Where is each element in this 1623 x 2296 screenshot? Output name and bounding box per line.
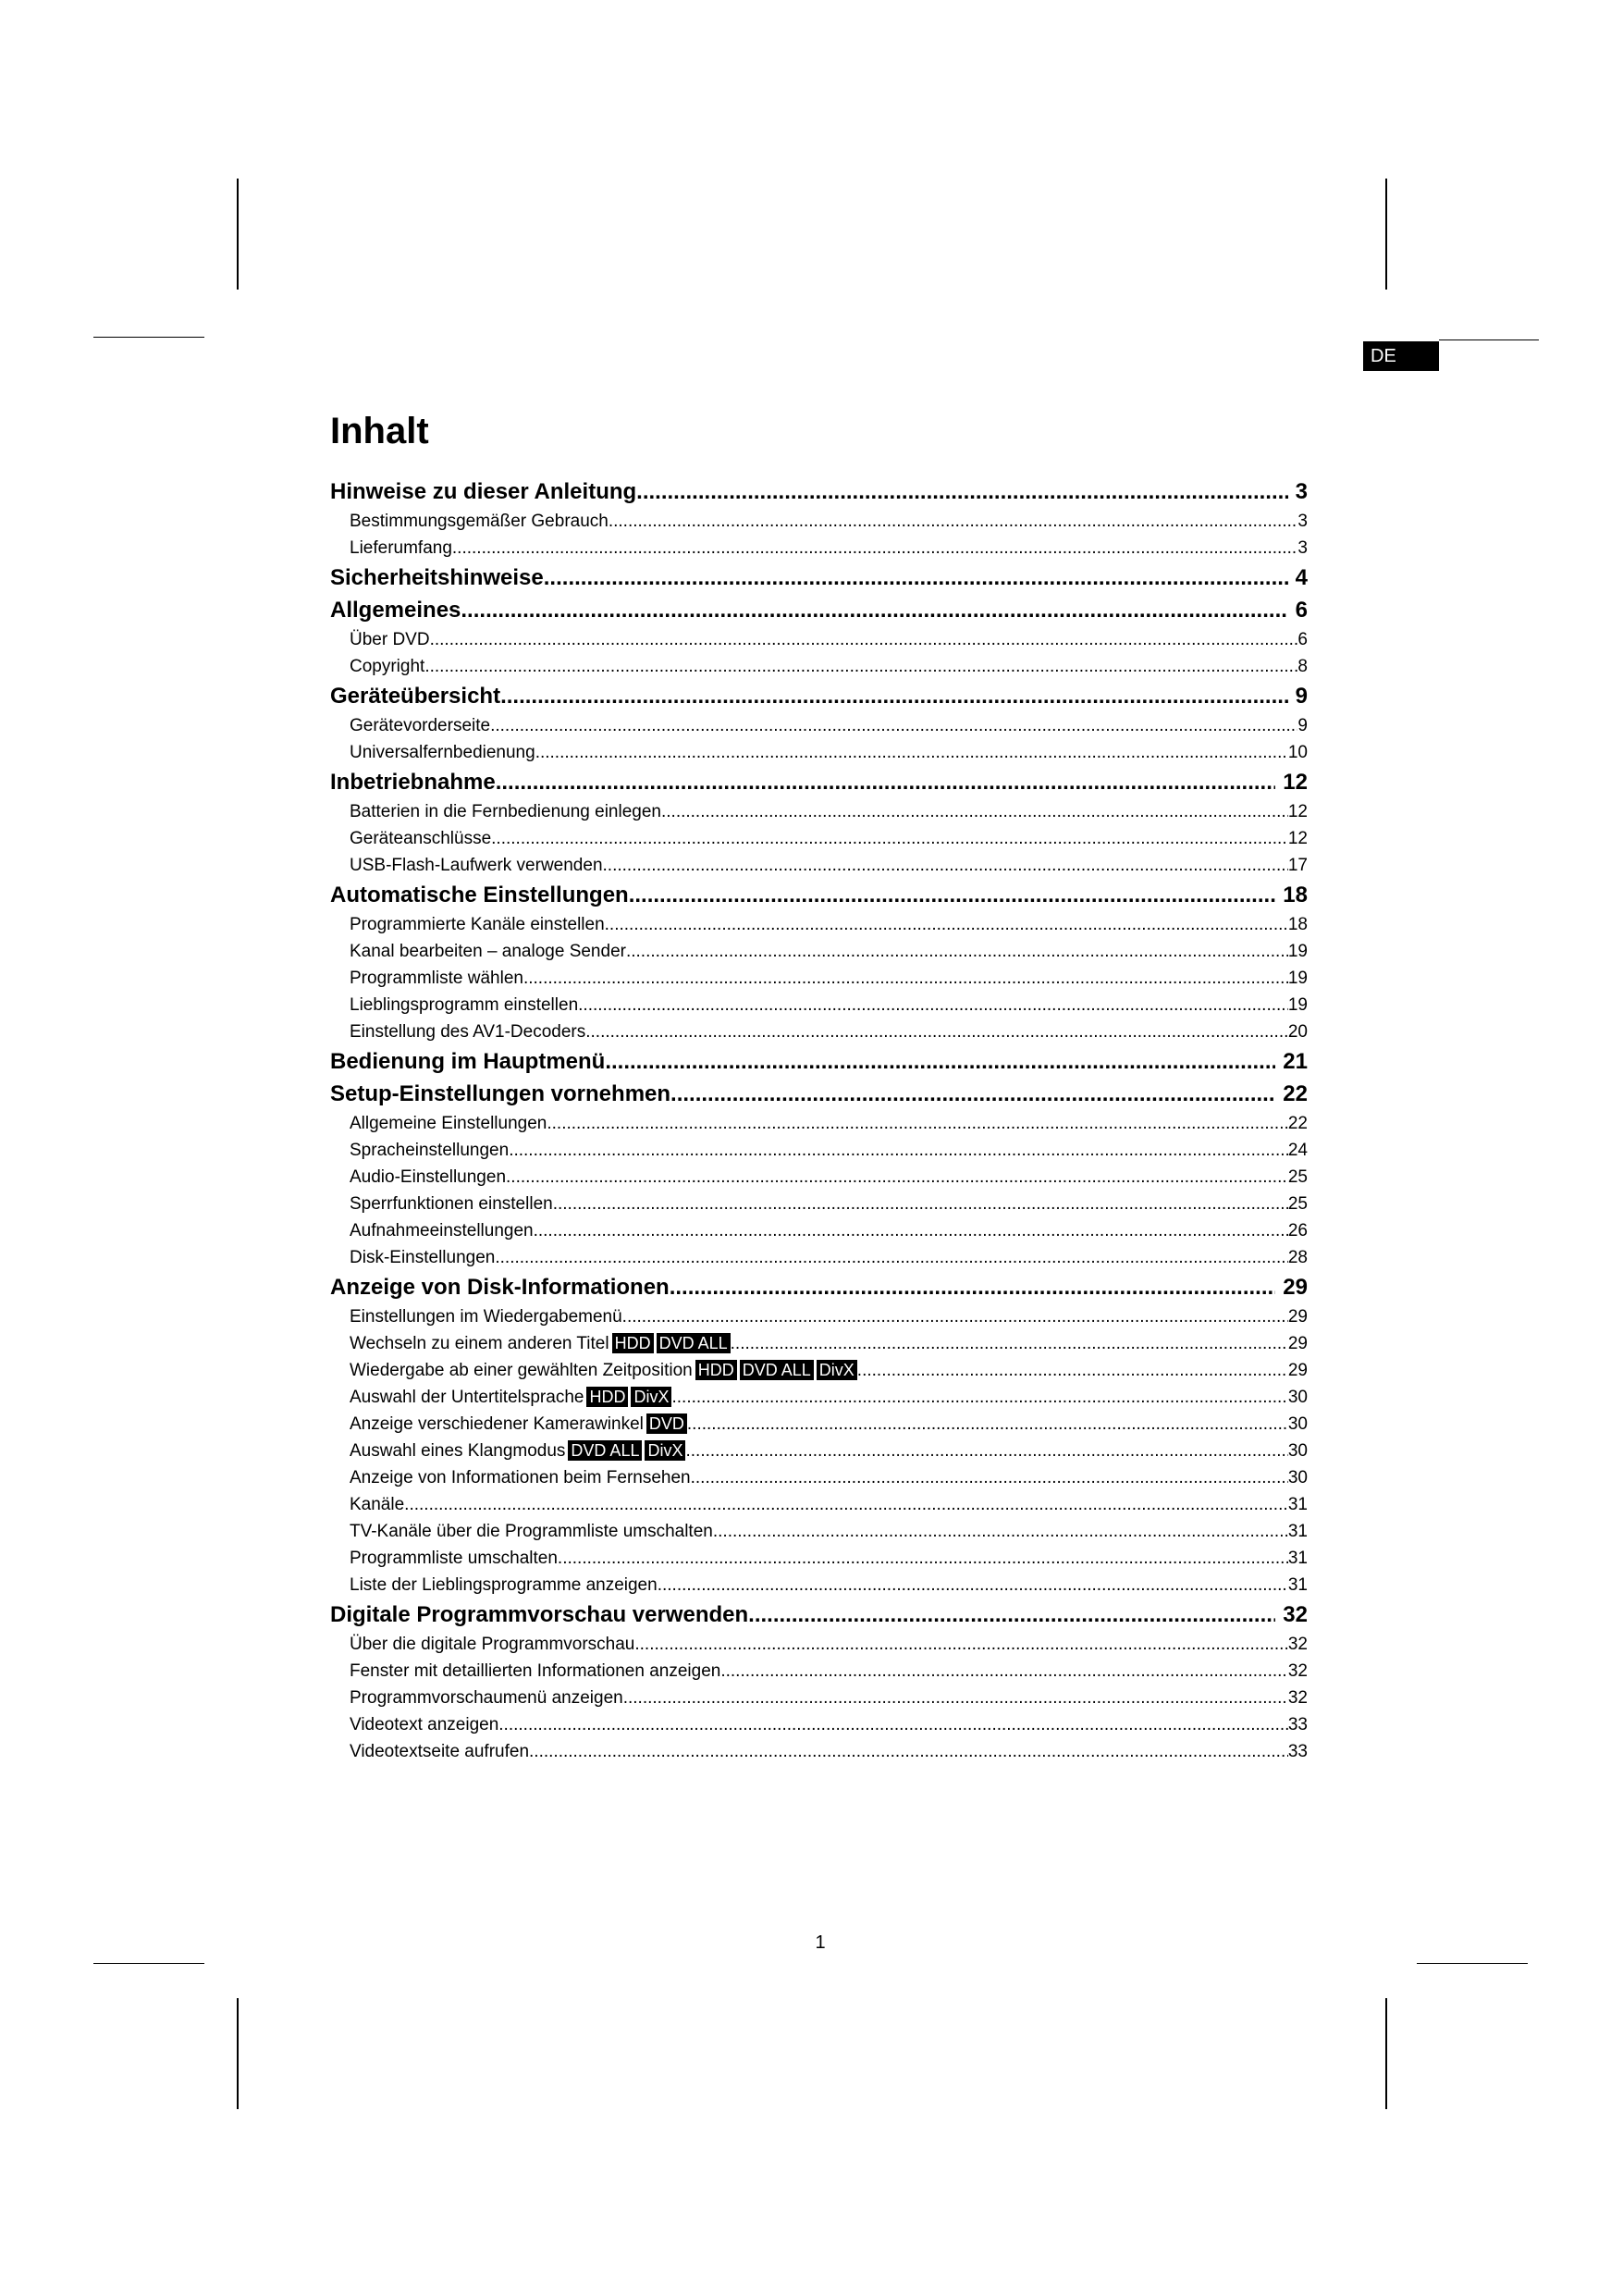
toc-chapter-entry[interactable] [330,766,1308,798]
toc-entry-title: Videotextseite aufrufen [350,1742,530,1761]
toc-entry-title: Allgemeine Einstellungen [350,1114,547,1133]
toc-section-entry[interactable] [330,1658,1308,1685]
toc-entry-title: Spracheinstellungen [350,1141,510,1160]
toc-entry-title: Audio-Einstellungen [350,1167,507,1187]
toc-dot-leader [500,680,1288,712]
toc-section-entry[interactable] [330,1164,1308,1191]
toc-entry-title: Liste der Lieblingsprogramme anzeigen [350,1575,658,1595]
toc-dot-leader [857,1357,1288,1384]
toc-section-entry[interactable] [330,1137,1308,1164]
toc-dot-leader [534,1217,1288,1244]
toc-entry-title: Auswahl der Untertitelsprache [350,1388,584,1407]
toc-dot-leader [529,1738,1288,1765]
format-badge: DVD [646,1413,687,1434]
toc-chapter-entry[interactable] [330,1599,1308,1631]
toc-dot-leader [558,1545,1288,1572]
toc-entry-title: Programmierte Kanäle einstellen [350,915,605,934]
toc-dot-leader [585,1018,1288,1045]
toc-entry-title: Digitale Programmvorschau verwenden [330,1602,749,1627]
toc-dot-leader [553,1191,1288,1217]
toc-dot-leader [691,1464,1288,1491]
toc-dot-leader [609,508,1298,535]
toc-entry-title: Kanäle [350,1495,405,1514]
toc-page-number: 20 [1287,1022,1308,1042]
toc-section-entry[interactable] [330,1110,1308,1137]
toc-section-entry[interactable] [330,1631,1308,1658]
toc-dot-leader [535,739,1288,766]
toc-entry-title: Anzeige verschiedener Kamerawinkel [350,1414,644,1434]
toc-chapter-entry[interactable] [330,680,1308,712]
toc-page-number: 21 [1283,1049,1308,1074]
toc-entry-title: Videotext anzeigen [350,1715,499,1734]
toc-dot-leader [634,1631,1287,1658]
toc-page-number: 19 [1287,995,1308,1015]
toc-entry-title: Copyright [350,657,425,676]
toc-section-entry[interactable] [330,712,1308,739]
toc-section-entry[interactable] [330,1711,1308,1738]
crop-mark-bottom-left-vertical [237,1998,239,2109]
toc-entry-title: Bedienung im Hauptmenü [330,1049,606,1074]
toc-dot-leader [544,562,1288,594]
toc-dot-leader [629,879,1276,911]
toc-entry-title: Wechseln zu einem anderen Titel [350,1334,609,1353]
toc-entry-title: Automatische Einstellungen [330,883,629,907]
toc-page-number: 32 [1283,1602,1308,1627]
toc-section-entry[interactable] [330,852,1308,879]
toc-section-entry[interactable] [330,965,1308,992]
toc-section-entry[interactable] [330,1464,1308,1491]
toc-page-number: 9 [1297,716,1308,735]
page-title: Inhalt [330,411,429,451]
toc-dot-leader [626,938,1288,965]
page-number: 1 [815,1932,826,1953]
format-badges [568,1440,685,1461]
toc-page-number: 3 [1297,538,1308,558]
toc-section-entry[interactable] [330,825,1308,852]
crop-mark-bottom-left-horizontal [93,1963,204,1964]
toc-chapter-entry[interactable] [330,475,1308,508]
toc-section-entry[interactable] [330,1738,1308,1765]
toc-page-number: 17 [1287,856,1308,875]
crop-mark-top-left-horizontal [93,337,204,338]
crop-mark-bottom-right-vertical [1385,1998,1387,2109]
toc-entry-title: Über die digitale Programmvorschau [350,1635,635,1654]
table-of-contents [330,475,1308,1765]
toc-dot-leader [671,1384,1287,1411]
toc-page-number: 19 [1287,942,1308,961]
toc-page-number: 22 [1287,1114,1308,1133]
toc-entry-title: Anzeige von Disk-Informationen [330,1275,670,1300]
toc-section-entry[interactable] [330,1330,1308,1357]
toc-page-number: 26 [1287,1221,1308,1241]
toc-entry-title: Gerätevorderseite [350,716,491,735]
language-tab: DE [1363,341,1439,371]
toc-entry-title: Allgemeines [330,598,461,623]
toc-page-number: 18 [1283,883,1308,907]
toc-page-number: 12 [1287,802,1308,821]
toc-page-number: 30 [1287,1468,1308,1487]
toc-entry-title: Sicherheitshinweise [330,565,544,590]
toc-dot-leader [623,1685,1288,1711]
toc-page-number: 30 [1287,1414,1308,1434]
toc-dot-leader [509,1137,1288,1164]
format-badge: DVD ALL [740,1360,814,1380]
toc-page-number: 10 [1287,743,1308,762]
format-badge: DVD ALL [568,1440,642,1461]
toc-entry-title: Programmliste umschalten [350,1549,558,1568]
crop-mark-top-right-vertical [1385,179,1387,290]
toc-section-entry[interactable] [330,911,1308,938]
toc-section-entry[interactable] [330,535,1308,562]
toc-dot-leader [506,1164,1288,1191]
format-badge: HDD [586,1387,628,1407]
toc-entry-title: Bestimmungsgemäßer Gebrauch [350,512,609,531]
toc-entry-title: Lieblingsprogramm einstellen [350,995,579,1015]
toc-section-entry[interactable] [330,1357,1308,1384]
toc-section-entry[interactable] [330,938,1308,965]
toc-dot-leader [636,475,1287,508]
toc-page-number: 31 [1287,1522,1308,1541]
format-badge: DivX [645,1440,685,1461]
toc-chapter-entry[interactable] [330,1045,1308,1078]
toc-section-entry[interactable] [330,1518,1308,1545]
toc-page-number: 6 [1297,630,1308,649]
toc-section-entry[interactable] [330,1572,1308,1599]
toc-chapter-entry[interactable] [330,562,1308,594]
toc-dot-leader [430,626,1298,653]
format-badges [646,1413,687,1434]
toc-chapter-entry[interactable] [330,1078,1308,1110]
toc-page-number: 30 [1287,1388,1308,1407]
toc-dot-leader [731,1330,1288,1357]
format-badges [586,1387,671,1407]
toc-page-number: 29 [1283,1275,1308,1300]
toc-dot-leader [496,766,1276,798]
toc-chapter-entry[interactable] [330,594,1308,626]
toc-dot-leader [491,825,1288,852]
toc-section-entry[interactable] [330,1545,1308,1572]
toc-page-number: 8 [1297,657,1308,676]
format-badge: HDD [612,1333,654,1353]
toc-section-entry[interactable] [330,1438,1308,1464]
language-tab-rule [1439,339,1539,340]
toc-section-entry[interactable] [330,626,1308,653]
toc-entry-title: Auswahl eines Klangmodus [350,1441,566,1461]
toc-dot-leader [748,1599,1275,1631]
toc-page-number: 33 [1287,1742,1308,1761]
toc-dot-leader [490,712,1297,739]
toc-section-entry[interactable] [330,1685,1308,1711]
format-badge: HDD [695,1360,737,1380]
toc-page-number: 6 [1295,598,1308,623]
toc-page-number: 24 [1287,1141,1308,1160]
toc-entry-title: Über DVD [350,630,430,649]
toc-entry-title: Wiedergabe ab einer gewählten Zeitposition [350,1361,693,1380]
toc-entry-title: USB-Flash-Laufwerk verwenden [350,856,603,875]
toc-dot-leader [495,1244,1288,1271]
toc-section-entry[interactable] [330,653,1308,680]
toc-dot-leader [670,1078,1275,1110]
toc-section-entry[interactable] [330,992,1308,1018]
toc-entry-title: Setup-Einstellungen vornehmen [330,1081,671,1106]
toc-dot-leader [498,1711,1288,1738]
toc-entry-title: Kanal bearbeiten – analoge Sender [350,942,626,961]
toc-dot-leader [603,852,1288,879]
toc-section-entry[interactable] [330,1217,1308,1244]
toc-dot-leader [670,1271,1276,1303]
toc-entry-title: TV-Kanäle über die Programmliste umschalten [350,1522,713,1541]
toc-page-number: 31 [1287,1549,1308,1568]
toc-page-number: 31 [1287,1575,1308,1595]
toc-section-entry[interactable] [330,508,1308,535]
toc-dot-leader [461,594,1287,626]
toc-section-entry[interactable] [330,1244,1308,1271]
toc-page-number: 30 [1287,1441,1308,1461]
toc-page-number: 29 [1287,1307,1308,1327]
toc-entry-title: Fenster mit detaillierten Informationen anzeigen [350,1661,721,1681]
toc-chapter-entry[interactable] [330,879,1308,911]
toc-section-entry[interactable] [330,1303,1308,1330]
toc-entry-title: Inbetriebnahme [330,770,496,795]
toc-entry-title: Einstellungen im Wiedergabemenü [350,1307,622,1327]
toc-dot-leader [523,965,1288,992]
toc-entry-title: Einstellung des AV1-Decoders [350,1022,586,1042]
toc-dot-leader [452,535,1298,562]
toc-dot-leader [687,1411,1288,1438]
toc-dot-leader [661,798,1288,825]
toc-page-number: 19 [1287,969,1308,988]
toc-chapter-entry[interactable] [330,1271,1308,1303]
toc-page-number: 3 [1295,479,1308,504]
toc-dot-leader [713,1518,1288,1545]
toc-entry-title: Programmvorschaumenü anzeigen [350,1688,623,1708]
toc-entry-title: Geräteübersicht [330,684,501,709]
toc-page-number: 32 [1287,1661,1308,1681]
format-badges [612,1333,731,1353]
toc-page-number: 22 [1283,1081,1308,1106]
toc-page-number: 32 [1287,1635,1308,1654]
toc-section-entry[interactable] [330,1191,1308,1217]
toc-page-number: 31 [1287,1495,1308,1514]
toc-section-entry[interactable] [330,1384,1308,1411]
toc-entry-title: Lieferumfang [350,538,452,558]
format-badge: DVD ALL [657,1333,731,1353]
toc-entry-title: Aufnahmeeinstellungen [350,1221,534,1241]
format-badges [695,1360,857,1380]
toc-entry-title: Disk-Einstellungen [350,1248,496,1267]
toc-page-number: 12 [1287,829,1308,848]
toc-section-entry[interactable] [330,798,1308,825]
toc-entry-title: Sperrfunktionen einstellen [350,1194,553,1214]
format-badge: DivX [817,1360,857,1380]
toc-dot-leader [685,1438,1287,1464]
toc-dot-leader [720,1658,1288,1685]
toc-dot-leader [622,1303,1288,1330]
toc-page-number: 29 [1287,1361,1308,1380]
toc-dot-leader [605,911,1288,938]
toc-entry-title: Anzeige von Informationen beim Fernsehen [350,1468,691,1487]
toc-page-number: 29 [1287,1334,1308,1353]
toc-dot-leader [578,992,1288,1018]
toc-entry-title: Programmliste wählen [350,969,523,988]
toc-page-number: 9 [1295,684,1308,709]
toc-dot-leader [605,1045,1275,1078]
toc-page-number: 18 [1287,915,1308,934]
toc-page-number: 28 [1287,1248,1308,1267]
toc-page-number: 3 [1297,512,1308,531]
toc-page-number: 4 [1295,565,1308,590]
toc-entry-title: Universalfernbedienung [350,743,535,762]
toc-section-entry[interactable] [330,1411,1308,1438]
toc-section-entry[interactable] [330,1018,1308,1045]
toc-entry-title: Batterien in die Fernbedienung einlegen [350,802,661,821]
toc-page-number: 25 [1287,1194,1308,1214]
toc-dot-leader [424,653,1297,680]
toc-dot-leader [404,1491,1288,1518]
crop-mark-top-left-vertical [237,179,239,290]
toc-page-number: 25 [1287,1167,1308,1187]
toc-entry-title: Hinweise zu dieser Anleitung [330,479,637,504]
toc-page-number: 32 [1287,1688,1308,1708]
toc-entry-title: Geräteanschlüsse [350,829,492,848]
crop-mark-bottom-right-horizontal [1417,1963,1528,1964]
toc-section-entry[interactable] [330,1491,1308,1518]
toc-page-number: 12 [1283,770,1308,795]
toc-section-entry[interactable] [330,739,1308,766]
format-badge: DivX [631,1387,671,1407]
toc-page-number: 33 [1287,1715,1308,1734]
toc-dot-leader [547,1110,1287,1137]
toc-dot-leader [658,1572,1288,1599]
